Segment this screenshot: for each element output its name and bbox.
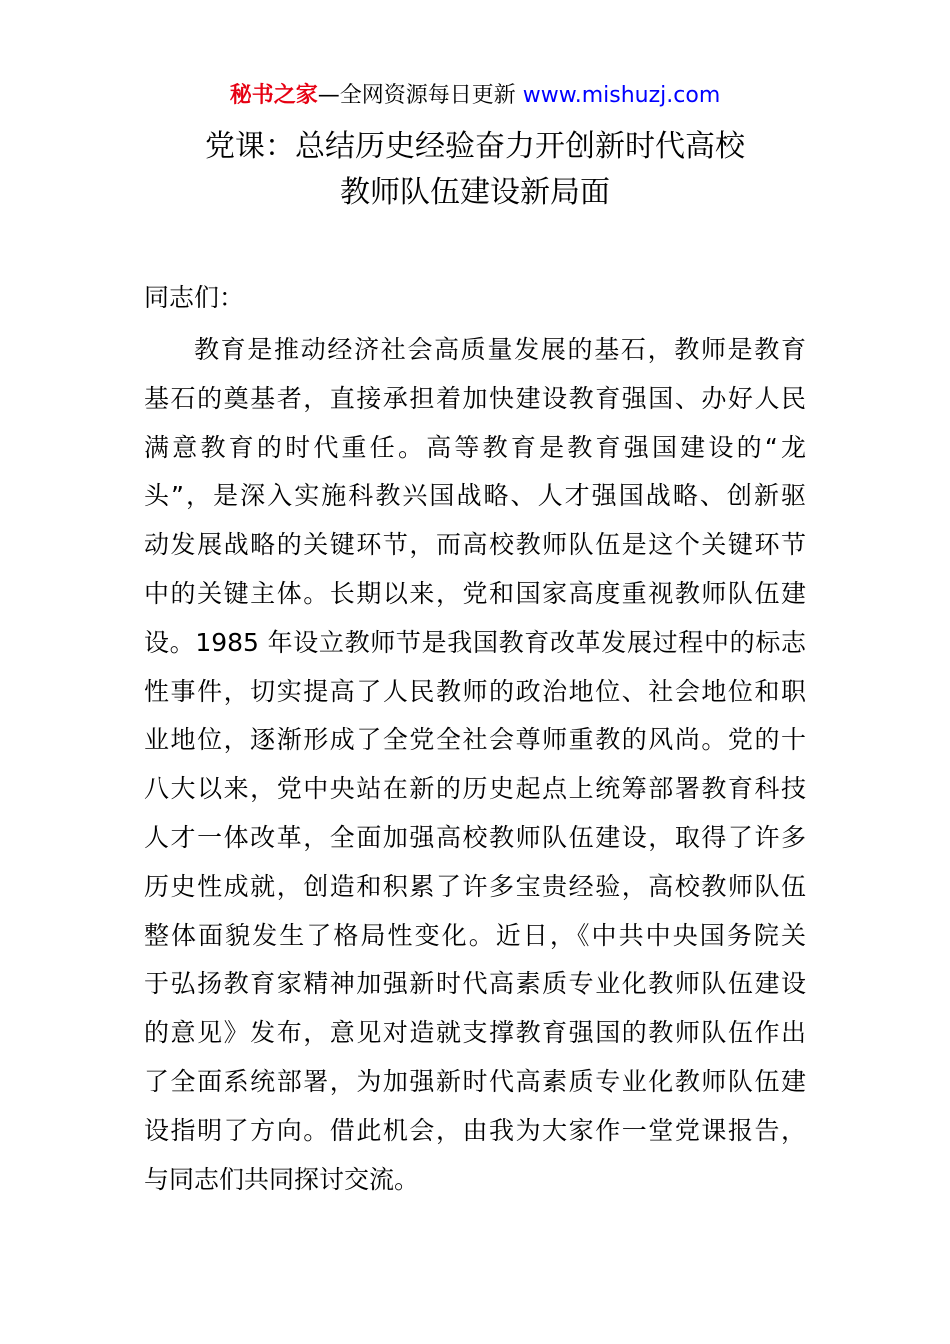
paragraph-line: 整体面貌发生了格局性变化。近日，《中共中央国务院关 — [144, 920, 806, 950]
paragraph-line: 与同志们共同探讨交流。 — [144, 1164, 420, 1194]
paragraph-line: 业地位，逐渐形成了全党全社会尊师重教的风尚。党的十 — [144, 725, 806, 755]
paragraph-line: 设。1985 年设立教师节是我国教育改革发展过程中的标志 — [144, 627, 806, 657]
paragraph-line: 动发展战略的关键环节，而高校教师队伍是这个关键环节 — [144, 530, 806, 560]
paragraph-line: 人才一体改革，全面加强高校教师队伍建设，取得了许多 — [144, 822, 806, 852]
paragraph-line: 八大以来，党中央站在新的历史起点上统筹部署教育科技 — [144, 774, 806, 804]
document-title-line-2: 教师队伍建设新局面 — [340, 175, 610, 210]
paragraph-line: 历史性成就，创造和积累了许多宝贵经验，高校教师队伍 — [144, 871, 806, 901]
paragraph-line: 中的关键主体。长期以来，党和国家高度重视教师队伍建 — [144, 578, 806, 608]
body-paragraph — [144, 326, 806, 1204]
site-banner — [0, 80, 950, 112]
paragraph-line: 了全面系统部署，为加强新时代高素质专业化教师队伍建 — [144, 1066, 806, 1096]
paragraph-line: 教育是推动经济社会高质量发展的基石，教师是教育 — [194, 335, 806, 364]
paragraph-line: 头”，是深入实施科教兴国战略、人才强国战略、创新驱 — [144, 481, 806, 511]
paragraph-line: 设指明了方向。借此机会，由我为大家作一堂党课报告， — [144, 1115, 806, 1145]
document-title-line-1: 党课：总结历史经验奋力开创新时代高校 — [205, 129, 745, 164]
site-url-link[interactable]: www.mishuzj.com — [522, 83, 721, 108]
site-slogan: —全网资源每日更新 — [317, 83, 523, 108]
paragraph-line: 于弘扬教育家精神加强新时代高素质专业化教师队伍建设 — [144, 969, 806, 999]
paragraph-line: 满意教育的时代重任。高等教育是教育强国建设的“龙 — [144, 432, 806, 462]
paragraph-line: 基石的奠基者，直接承担着加快建设教育强国、办好人民 — [144, 383, 806, 413]
salutation: 同志们： — [144, 283, 245, 312]
site-name: 秘书之家 — [229, 83, 318, 108]
paragraph-line: 性事件，切实提高了人民教师的政治地位、社会地位和职 — [144, 676, 806, 706]
document-title — [0, 124, 950, 216]
paragraph-line: 的意见》发布，意见对造就支撑教育强国的教师队伍作出 — [144, 1018, 806, 1048]
